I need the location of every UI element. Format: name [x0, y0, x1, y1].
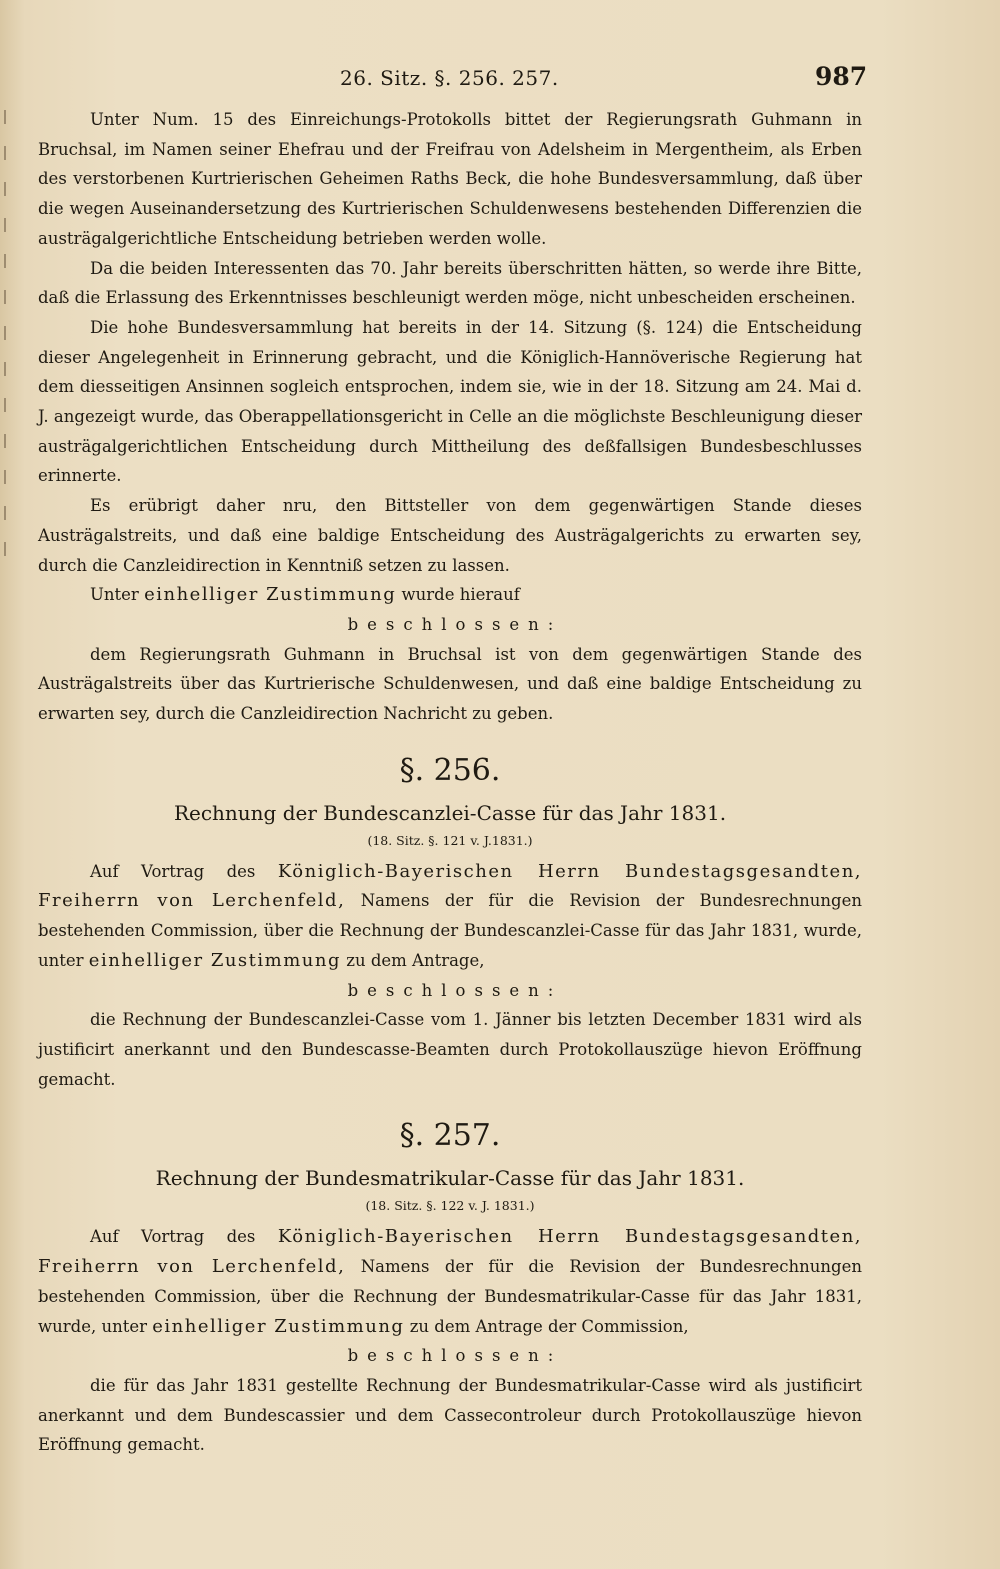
paragraph-conclusion: Es erübrigt daher nru, den Bittsteller von dem gegenwärtigen Stande dieses Austrägalstreits, und daß eine baldige Entscheidung des Austrägalgerichts zu erwarten sey, durch die Canzleidirection in Kenntniß setzen zu lassen.: [38, 496, 862, 575]
section-257-body-prefix: Auf Vortrag des: [90, 1227, 256, 1247]
page-number: 987: [815, 62, 868, 91]
section-257-mark: §. 257.: [399, 1118, 501, 1154]
section-256-title: Rechnung der Bundescanzlei-Casse für das Jahr 1831.: [173, 800, 727, 825]
section-256-body: [38, 857, 862, 976]
section-257-envoy: Königlich-Bayerischen Herrn Bundestagsgesandten, Freiherrn von Lerchenfeld,: [38, 1226, 863, 1278]
page-body: [38, 105, 862, 1460]
resolution-intro-suffix: wurde hierauf: [401, 585, 520, 605]
section-257-body-suffix: zu dem Antrage der Commission,: [409, 1316, 689, 1336]
resolution-intro-prefix: Unter: [90, 585, 139, 605]
paragraph-age: Da die beiden Interessenten das 70. Jahr bereits überschritten hätten, so werde ihre Bitte, daß die Erlassung des Erkenntnisses beschleunigt werden möge, nicht unbescheiden erscheinen.: [38, 258, 862, 308]
resolution-intro: [38, 580, 862, 610]
section-257-body: [38, 1222, 862, 1341]
section-256-body-suffix: zu dem Antrage,: [346, 950, 485, 970]
section-257-reference: (18. Sitz. §. 122 v. J. 1831.): [365, 1198, 535, 1214]
resolution-text: dem Regierungsrath Guhmann in Bruchsal ist von dem gegenwärtigen Stande des Austrägalstreits über das Kurtrierische Schuldenwesen, und daß eine baldige Entscheidung zu erwarten sey, durch die Canzleidirection Nachricht zu geben.: [38, 644, 862, 724]
section-257-body-middle: Namens der für die Revision der Bundesrechnungen bestehenden Commission, über die Rechnung der Bundesmatrikular-Casse für das Jahr 1831, wurde, unter: [38, 1257, 862, 1336]
beschlossen-heading: beschlossen:: [347, 614, 563, 634]
running-head: 26. Sitz. §. 256. 257.: [340, 66, 559, 90]
page-header: [0, 62, 1000, 96]
section-257-title: Rechnung der Bundesmatrikular-Casse für das Jahr 1831.: [155, 1166, 745, 1191]
section-256-envoy: Königlich-Bayerischen Herrn Bundestagsgesandten, Freiherrn von Lerchenfeld,: [38, 860, 863, 912]
section-257-resolution: die für das Jahr 1831 gestellte Rechnung der Bundesmatrikular-Casse wird als justificirt anerkannt und dem Bundescassier und dem Cassecontroleur durch Protokollauszüge hievon Eröffnung gemacht.: [38, 1375, 862, 1455]
section-256-body-middle: Namens der für die Revision der Bundesrechnungen bestehenden Commission, über die Rechnung der Bundescanzlei-Casse für das Jahr 1831, wurde, unter: [38, 891, 862, 970]
section-256-reference: (18. Sitz. §. 121 v. J.1831.): [367, 832, 533, 848]
section-256-consent: einhelliger Zustimmung: [88, 949, 341, 971]
section-257-beschlossen: beschlossen:: [347, 1346, 563, 1366]
paragraph-petition: Unter Num. 15 des Einreichungs-Protokolls bittet der Regierungsrath Guhmann in Bruchsal, im Namen seiner Ehefrau und der Freifrau von Adelsheim in Mergentheim, als Erben des verstorbenen Kurtrierischen Geheimen Raths Beck, die hohe Bundesversammlung, daß über die wegen Auseinandersetzung des Kurtrierischen Schuldenwesens bestehenden Differenzien die austrägalgerichtliche Entscheidung betrieben werden wolle.: [38, 110, 862, 248]
section-256-mark: §. 256.: [399, 752, 501, 788]
binding-edge-marks: [4, 110, 6, 570]
section-256-resolution: die Rechnung der Bundescanzlei-Casse vom 1. Jänner bis letzten December 1831 wird als justificirt anerkannt und den Bundescasse-Beamten durch Protokollauszüge hievon Eröffnung gemacht.: [38, 1010, 862, 1089]
section-256-beschlossen: beschlossen:: [347, 980, 563, 1000]
section-257-consent: einhelliger Zustimmung: [152, 1315, 405, 1337]
paragraph-history: Die hohe Bundesversammlung hat bereits in der 14. Sitzung (§. 124) die Entscheidung dieser Angelegenheit in Erinnerung gebracht, und die Königlich-Hannöverische Regierung hat dem diesseitigen Ansinnen sogleich entsprochen, indem sie, wie in der 18. Sitzung am 24. Mai d. J. angezeigt wurde, das Oberappellationsgericht in Celle an die möglichste Beschleunigung dieser austrägalgerichtlichen Entscheidung durch Mittheilung des deßfallsigen Bundesbeschlusses erinnerte.: [38, 317, 862, 486]
resolution-intro-consent: einhelliger Zustimmung: [144, 584, 397, 606]
section-256-body-prefix: Auf Vortrag des: [90, 861, 256, 881]
